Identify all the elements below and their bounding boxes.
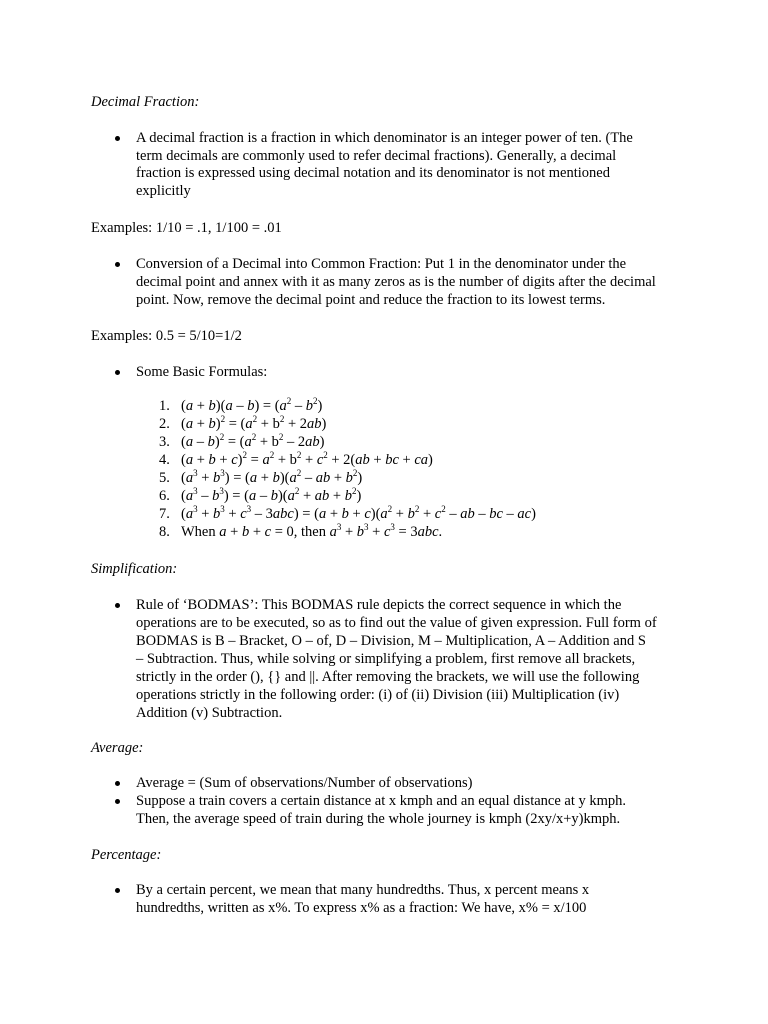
- examples-line: Examples: 1/10 = .1, 1/100 = .01: [91, 220, 282, 236]
- paragraph-line: hundredths, written as x%. To express x% as a fraction: We have, x% = x/100: [136, 900, 587, 916]
- bullet-icon: [115, 888, 120, 893]
- paragraph-line: By a certain percent, we mean that many hundredths. Thus, x percent means x: [136, 882, 590, 898]
- formula-2: $(a + b)^2 = (a^2 + b^2 + 2ab)$: [181, 414, 327, 432]
- paragraph-line: Suppose a train covers a certain distance at x kmph and an equal distance at y kmph.: [136, 793, 627, 809]
- formula-3: $(a - b)^2 = (a^2 + b^2 - 2ab)$: [181, 432, 325, 450]
- formula-1: $(a + b)(a - b) = (a^2 - b^2)$: [181, 396, 323, 414]
- bullet-icon: [115, 781, 120, 786]
- average-heading: Average:: [91, 740, 144, 756]
- list-number: 7.: [159, 506, 170, 522]
- basic-formulas-label: Some Basic Formulas:: [136, 364, 268, 380]
- list-number: 2.: [159, 416, 170, 432]
- paragraph-line: strictly in the order (), {} and ||. After removing the brackets, we will use the following: [136, 669, 640, 685]
- list-number: 1.: [159, 398, 170, 414]
- percentage-heading: Percentage:: [91, 847, 162, 863]
- paragraph-line: explicitly: [136, 183, 191, 199]
- formula-5: $(a^3 + b^3) = (a + b)(a^2$ – ab + $b^2$): [181, 468, 363, 486]
- paragraph-line: BODMAS is B – Bracket, O – of, D – Division, M – Multiplication, A – Addition and S: [136, 633, 646, 649]
- simplification-heading: Simplification:: [91, 561, 178, 577]
- paragraph-line: fraction is expressed using decimal notation and its denominator is not mentioned: [136, 165, 610, 181]
- list-number: 4.: [159, 452, 170, 468]
- formula-7: $(a^3 + b^3 + c^3 - 3abc) = (a + b + c)(a^2 + b^2 + c^2$ – ab – bc – ac): [181, 504, 536, 522]
- list-number: 6.: [159, 488, 170, 504]
- list-number: 5.: [159, 470, 170, 486]
- formula-8: When a + b + c = 0, then $a^3 + b^3 + c^3 = 3abc$.: [181, 522, 443, 540]
- paragraph-line: – Subtraction. Thus, while solving or simplifying a problem, first remove all brackets,: [136, 651, 636, 667]
- bullet-icon: [115, 262, 120, 267]
- bullet-icon: [115, 603, 120, 608]
- paragraph-line: Addition (v) Subtraction.: [136, 705, 283, 721]
- paragraph-line: point. Now, remove the decimal point and reduce the fraction to its lowest terms.: [136, 292, 606, 308]
- examples-line: Examples: 0.5 = 5/10=1/2: [91, 328, 242, 344]
- paragraph-line: Then, the average speed of train during the whole journey is kmph (2xy/x+y)kmph.: [136, 811, 621, 827]
- paragraph-line: operations strictly in the following order: (i) of (ii) Division (iii) Multiplication (iv): [136, 687, 620, 703]
- formula-6: $(a^3 - b^3) = (a - b)(a^2$ + ab + $b^2$): [181, 486, 362, 504]
- paragraph-line: Rule of ‘BODMAS’: This BODMAS rule depicts the correct sequence in which the: [136, 597, 622, 613]
- paragraph-line: Conversion of a Decimal into Common Fraction: Put 1 in the denominator under the: [136, 256, 627, 272]
- list-number: 3.: [159, 434, 170, 450]
- paragraph-line: Average = (Sum of observations/Number of observations): [136, 775, 473, 791]
- paragraph-line: operations are to be executed, so as to find out the value of given expression. Full form of: [136, 615, 657, 631]
- list-number: 8.: [159, 524, 170, 540]
- bullet-icon: [115, 799, 120, 804]
- bullet-icon: [115, 370, 120, 375]
- decimal-fraction-heading: Decimal Fraction:: [91, 94, 200, 110]
- paragraph-line: A decimal fraction is a fraction in which denominator is an integer power of ten. (The: [136, 130, 633, 146]
- paragraph-line: term decimals are commonly used to refer decimal fractions). Generally, a decimal: [136, 148, 617, 164]
- bullet-icon: [115, 136, 120, 141]
- paragraph-line: decimal point and annex with it as many zeros as is the number of digits after the decimal: [136, 274, 656, 290]
- formula-4: $(a + b + c)^2 = a^2 + b^2 + c^2 + 2(ab$ + bc + ca): [181, 450, 433, 468]
